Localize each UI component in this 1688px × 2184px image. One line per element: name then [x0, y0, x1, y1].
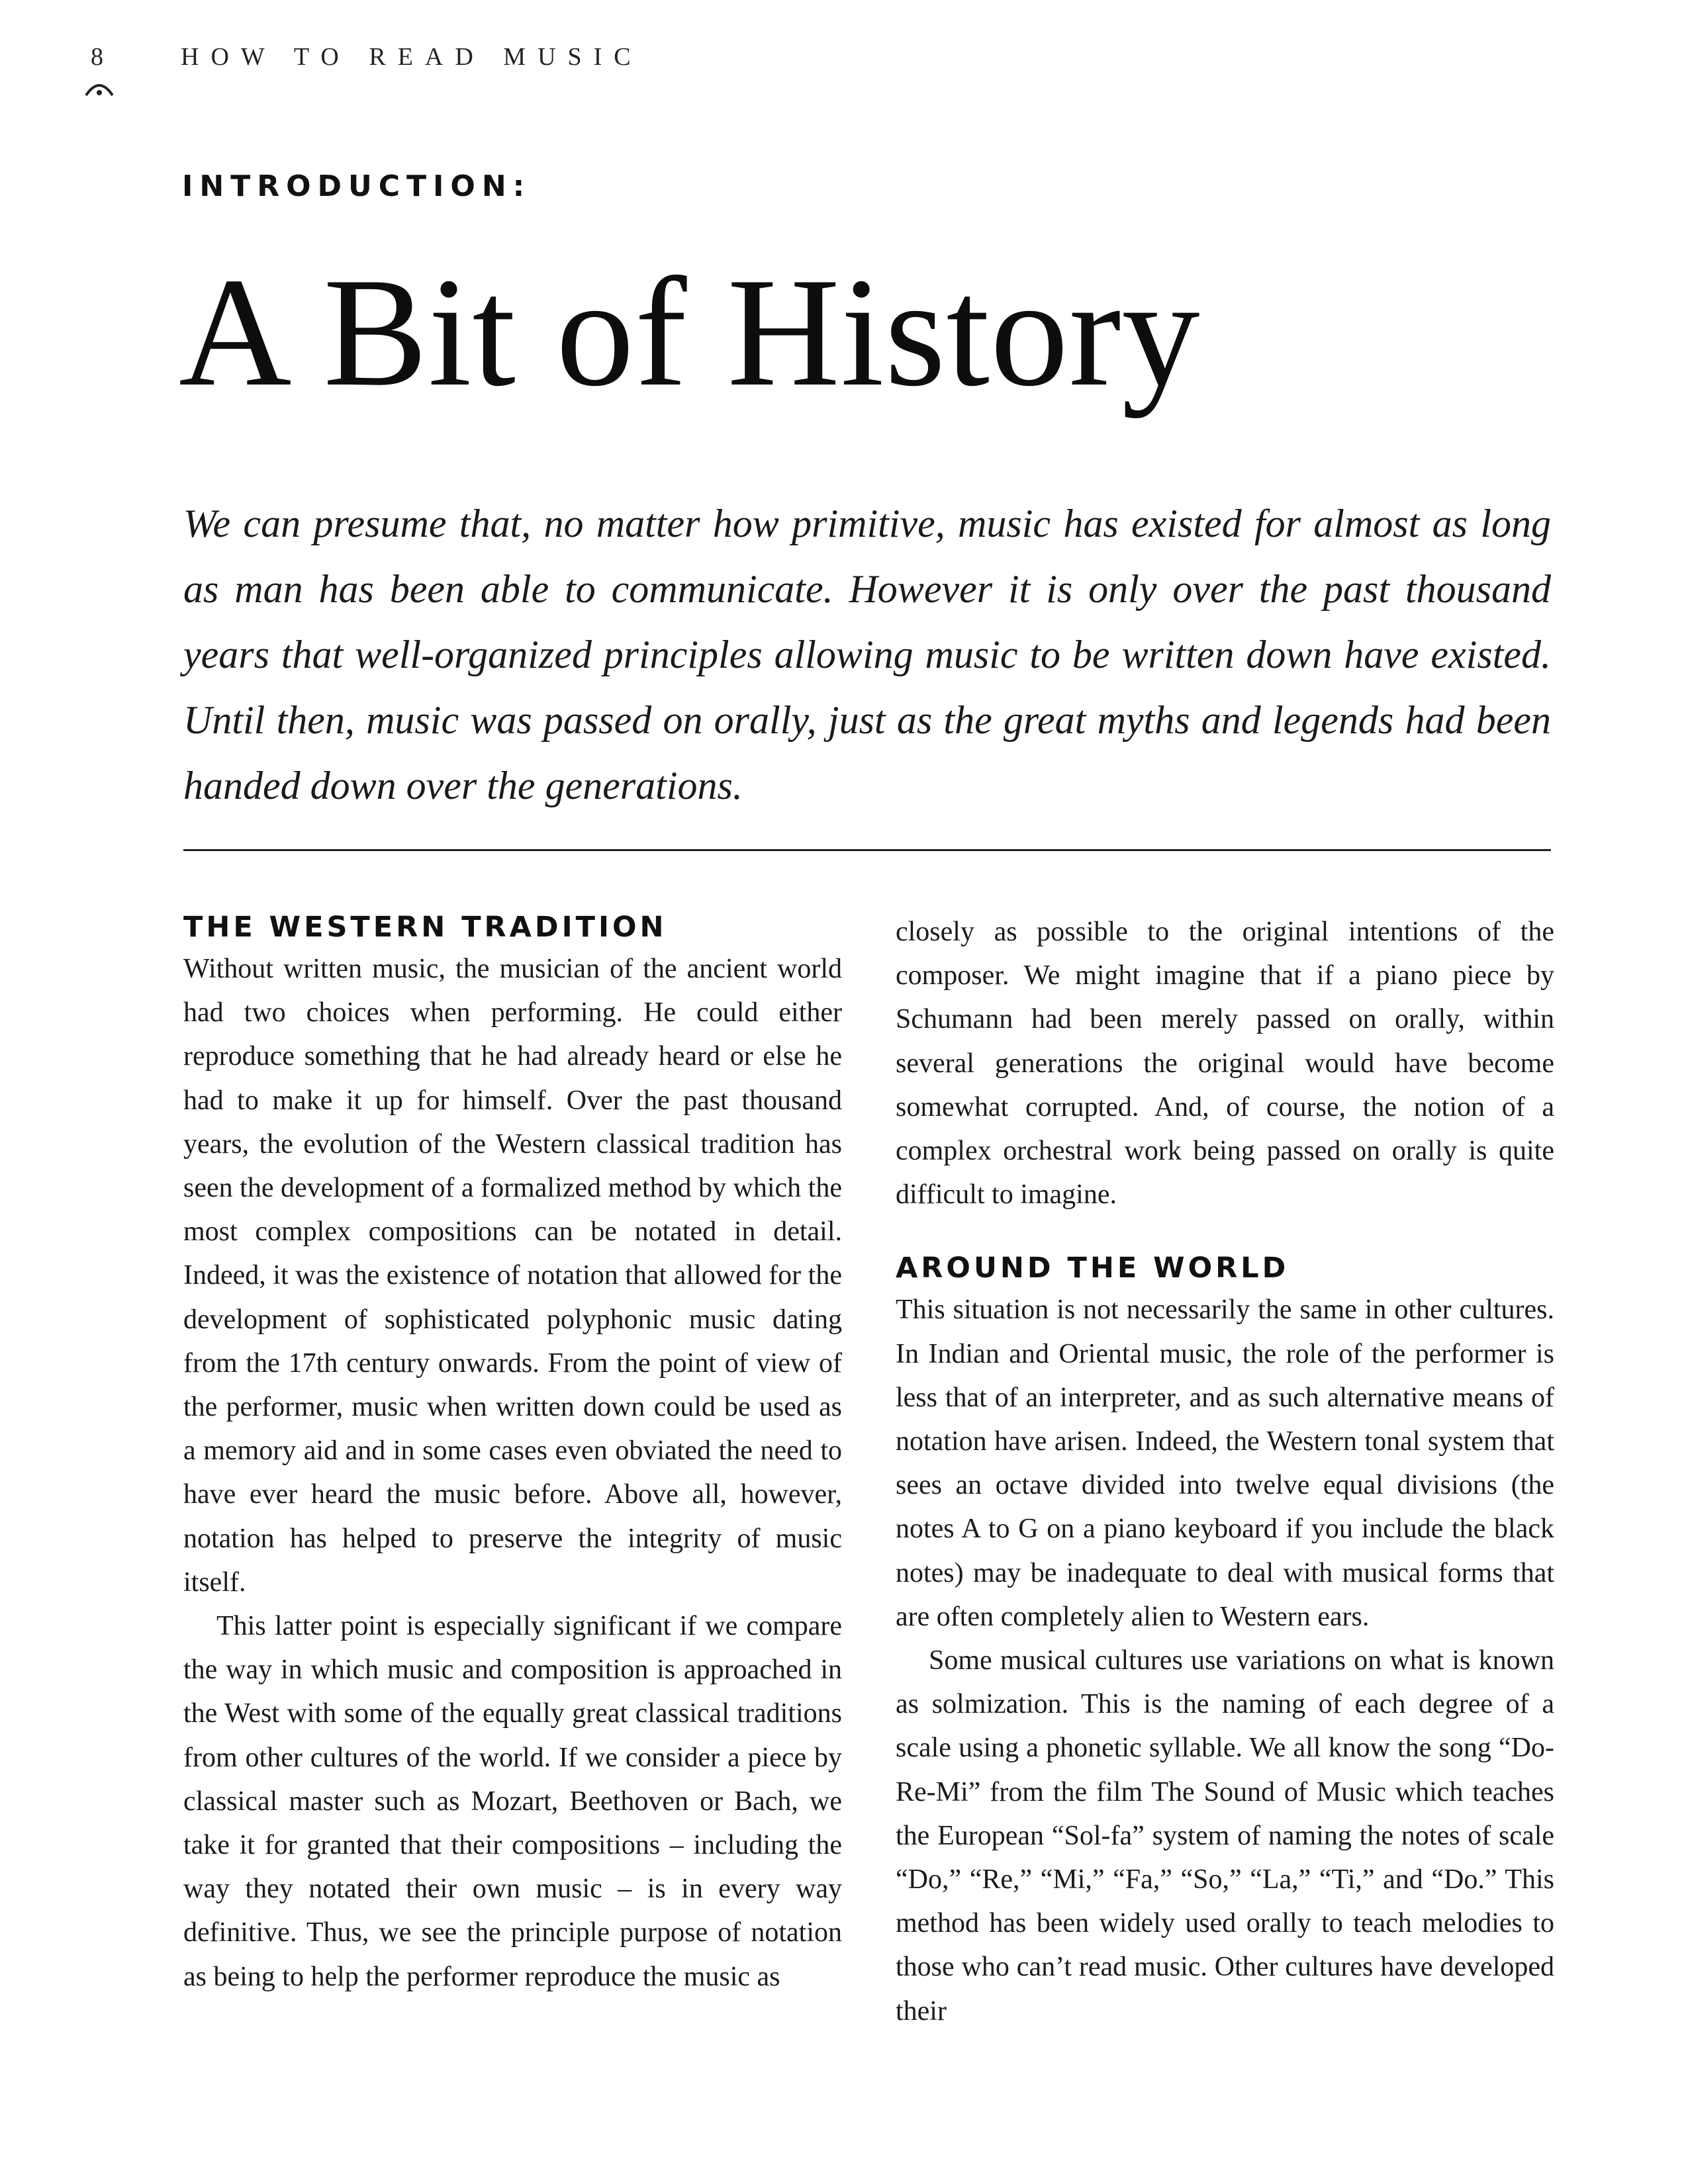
page-title: A Bit of History	[179, 246, 1201, 419]
western-tradition-paragraph-2: This latter point is especially significant if we compare the way in which music and composition is approached in the West with some of the equally great classical traditions from other cultures of the world. If we consider a piece by classical master such as Mozart, Beethoven or Bach, we take it for granted that their compositions – including the way they notated their own music – is in every way definitive. Thus, we see the principle purpose of notation as being to help the performer reproduce the music as	[183, 1611, 842, 1992]
around-the-world-paragraph-1: This situation is not necessarily the same in other cultures. In Indian and Oriental music, the role of the performer is less that of an interpreter, and as such alternative means of notation have arisen. Indeed, the Western tonal system that sees an octave divided into twelve equal divisions (the notes A to G on a piano keyboard if you include the black notes) may be inadequate to deal with musical forms that are often completely alien to Western ears.	[896, 1295, 1554, 1632]
left-column	[183, 910, 842, 1999]
intro-divider	[183, 849, 1551, 851]
section-gap	[896, 1216, 1554, 1251]
intro-paragraph: We can presume that, no matter how primitive, music has existed for almost as long as man has been able to communicate. However it is only over the past thousand years that well-organized principles allowing music to be written down have existed. Until then, music was passed on orally, just as the great myths and legends had been handed down over the generations.	[183, 502, 1551, 807]
western-tradition-heading: THE WESTERN TRADITION	[183, 911, 667, 944]
fermata-icon	[83, 78, 115, 98]
around-the-world-paragraph-2: Some musical cultures use variations on what is known as solmization. This is the naming of each degree of a scale using a phonetic syllable. We all know the song “Do-Re-Mi” from the film The Sound of Music which teaches the European “Sol-fa” system of naming the notes of scale “Do,” “Re,” “Mi,” “Fa,” “So,” “La,” “Ti,” and “Do.” This method has been widely used orally to teach melodies to those who can’t read music. Other cultures have developed their	[896, 1645, 1554, 2026]
western-tradition-paragraph-continued: closely as possible to the original intentions of the composer. We might imagine that if a piano piece by Schumann had been merely passed on orally, within several generations the original would have become somewhat corrupted. And, of course, the notion of a complex orchestral work being passed on orally is quite difficult to imagine.	[896, 917, 1554, 1210]
right-column	[896, 910, 1554, 2033]
page-number: 8	[91, 43, 103, 71]
section-kicker: INTRODUCTION:	[182, 169, 532, 203]
running-head: HOW TO READ MUSIC	[181, 43, 643, 71]
western-tradition-paragraph-1: Without written music, the musician of the ancient world had two choices when performing. He could either reproduce something that he had already heard or else he had to make it up for himself. Over the past thousand years, the evolution of the Western classical tradition has seen the development of a formalized method by which the most complex compositions can be notated in detail. Indeed, it was the existence of notation that allowed for the development of sophisticated polyphonic music dating from the 17th century onwards. From the point of view of the performer, music when written down could be used as a memory aid and in some cases even obviated the need to have ever heard the music before. Above all, however, notation has helped to preserve the integrity of music itself.	[183, 954, 842, 1598]
around-the-world-heading: AROUND THE WORLD	[896, 1251, 1289, 1285]
